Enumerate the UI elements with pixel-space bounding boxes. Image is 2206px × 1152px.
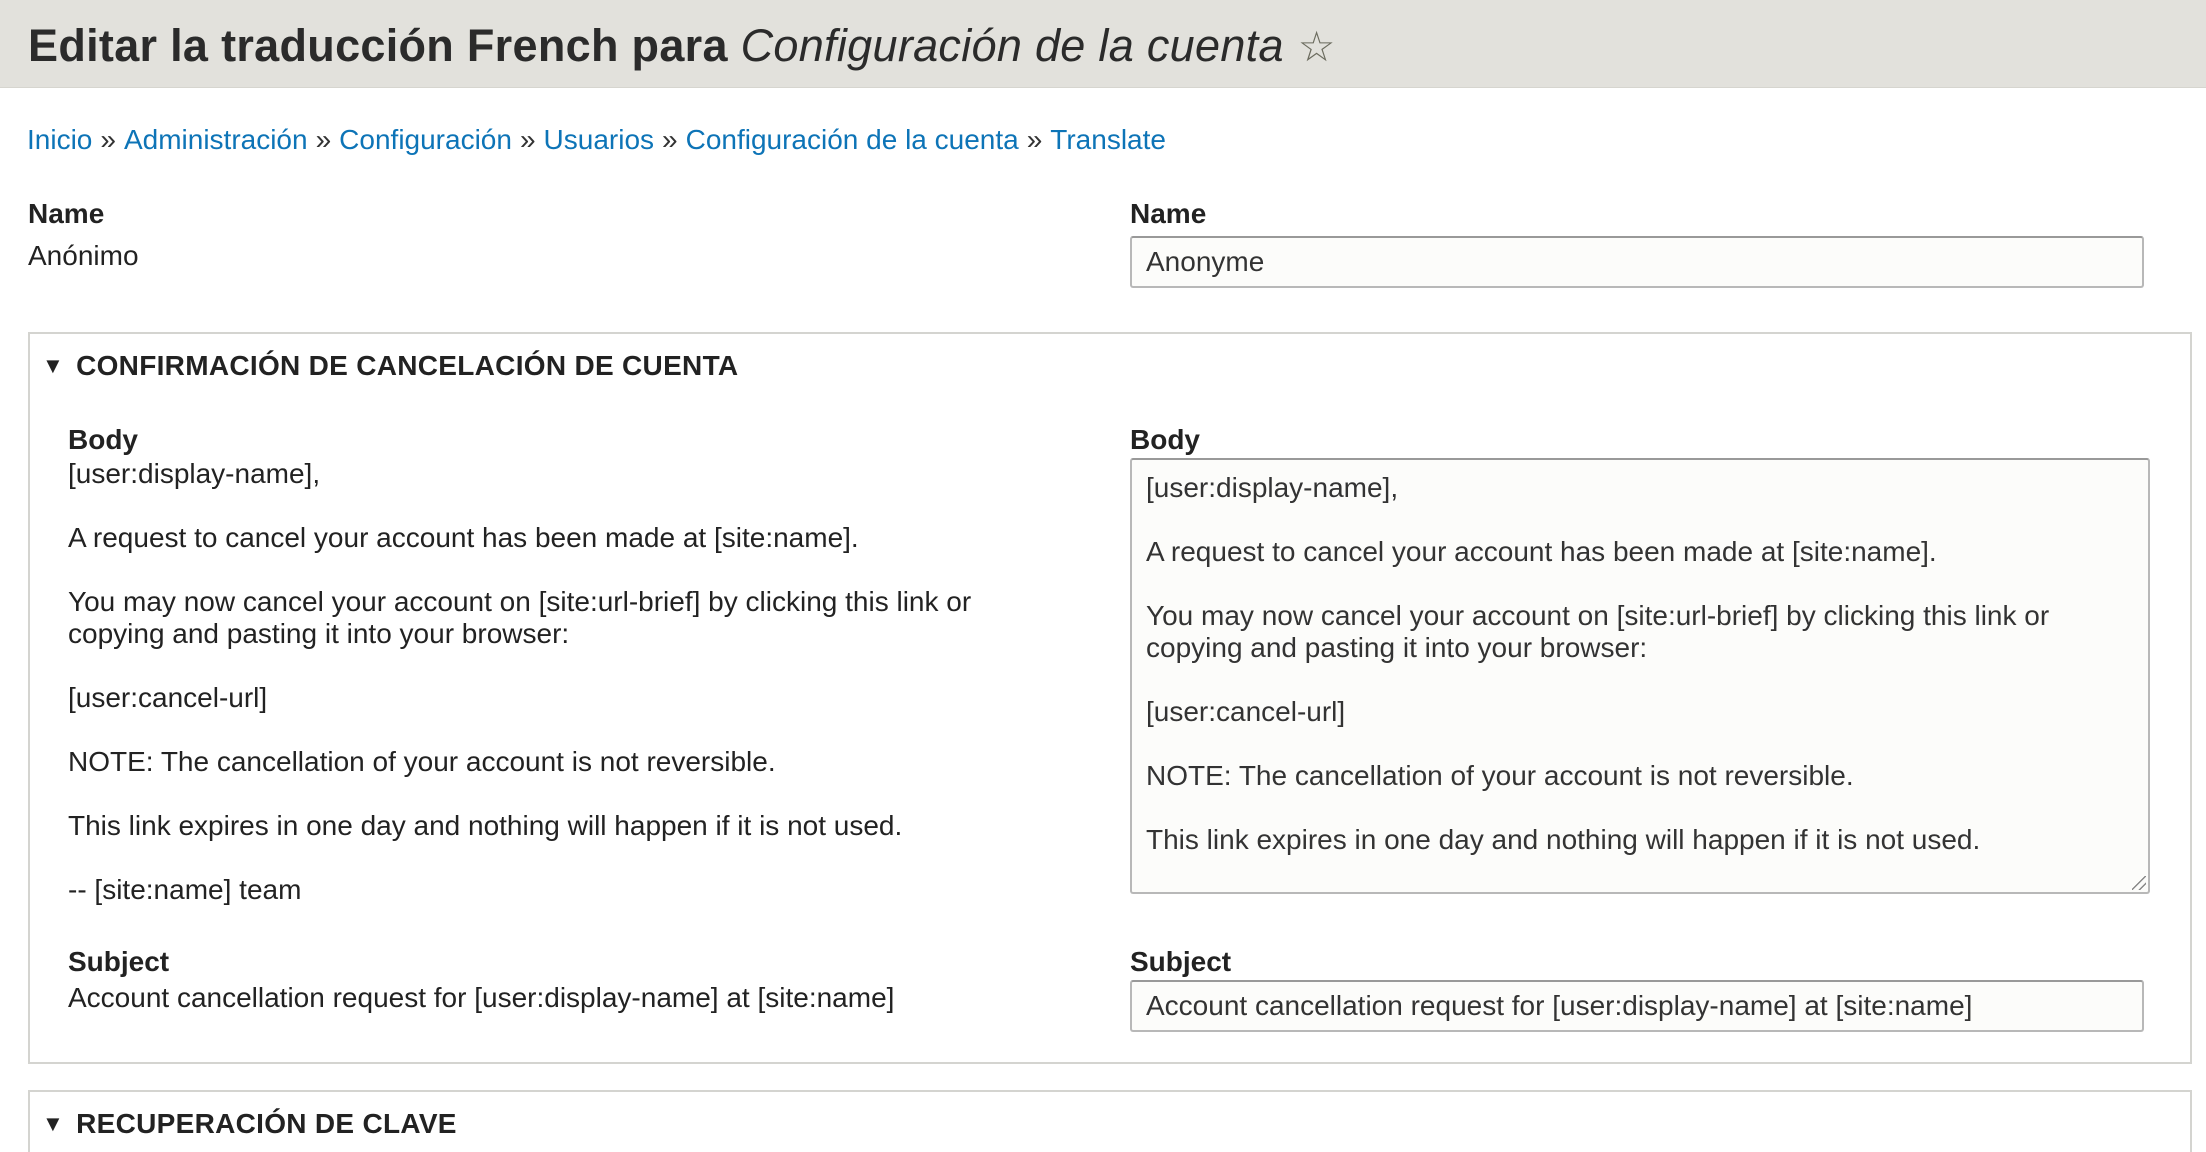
breadcrumb-link-configuracion-cuenta[interactable]: Configuración de la cuenta (685, 124, 1019, 155)
breadcrumb-separator: » (1026, 124, 1043, 155)
breadcrumb (27, 124, 1166, 156)
password-recovery-legend-label: RECUPERACIÓN DE CLAVE (76, 1108, 457, 1139)
translation-subject-input[interactable] (1130, 980, 2144, 1032)
breadcrumb-link-administracion[interactable]: Administración (123, 124, 308, 155)
translation-name-input[interactable] (1130, 236, 2144, 288)
breadcrumb-link-configuracion[interactable]: Configuración (339, 124, 512, 155)
source-body-text: [user:display-name], A request to cancel your account has been made at [site:name]. You may now cancel your account on [site:url-brief] by clicking this link or copying and pasting it into your browser: [user:cancel-url] NOTE: The cancellation of your account is not reversible. This link expires in one day and nothing will happen if it is not used. -- [site:name] team (68, 458, 972, 905)
collapse-triangle-icon: ▼ (42, 353, 65, 378)
password-recovery-fieldset (28, 1090, 2192, 1152)
source-name-label: Name (28, 198, 105, 229)
cancel-confirmation-legend[interactable] (42, 350, 738, 382)
source-subject-label: Subject (68, 946, 170, 977)
collapse-triangle-icon: ▼ (42, 1111, 65, 1136)
textarea-resize-handle[interactable] (2132, 876, 2146, 890)
translation-body-label: Body (1130, 424, 1200, 455)
star-icon[interactable]: ☆ (1297, 23, 1336, 70)
translation-name-label: Name (1130, 198, 1207, 229)
translation-body-textarea[interactable] (1130, 458, 2150, 894)
breadcrumb-link-usuarios[interactable]: Usuarios (543, 124, 655, 155)
page-title (28, 20, 1336, 72)
breadcrumb-separator: » (100, 124, 116, 155)
breadcrumb-link-inicio[interactable]: Inicio (27, 124, 93, 155)
page-title-config-name: Configuración de la cuenta (740, 20, 1284, 71)
breadcrumb-separator: » (662, 124, 678, 155)
password-recovery-legend[interactable] (42, 1108, 457, 1140)
breadcrumb-separator: » (519, 124, 536, 155)
breadcrumb-separator: » (315, 124, 332, 155)
translation-subject-label: Subject (1130, 946, 1232, 977)
source-subject-value: Account cancellation request for [user:display-name] at [site:name] (68, 982, 895, 1013)
page-header (0, 0, 2206, 88)
source-name-value: Anónimo (28, 240, 139, 271)
source-body-label: Body (68, 424, 138, 455)
breadcrumb-link-translate[interactable]: Translate (1050, 124, 1166, 155)
page-title-prefix: Editar la traducción French para (28, 20, 728, 71)
cancel-confirmation-legend-label: CONFIRMACIÓN DE CANCELACIÓN DE CUENTA (76, 350, 739, 381)
